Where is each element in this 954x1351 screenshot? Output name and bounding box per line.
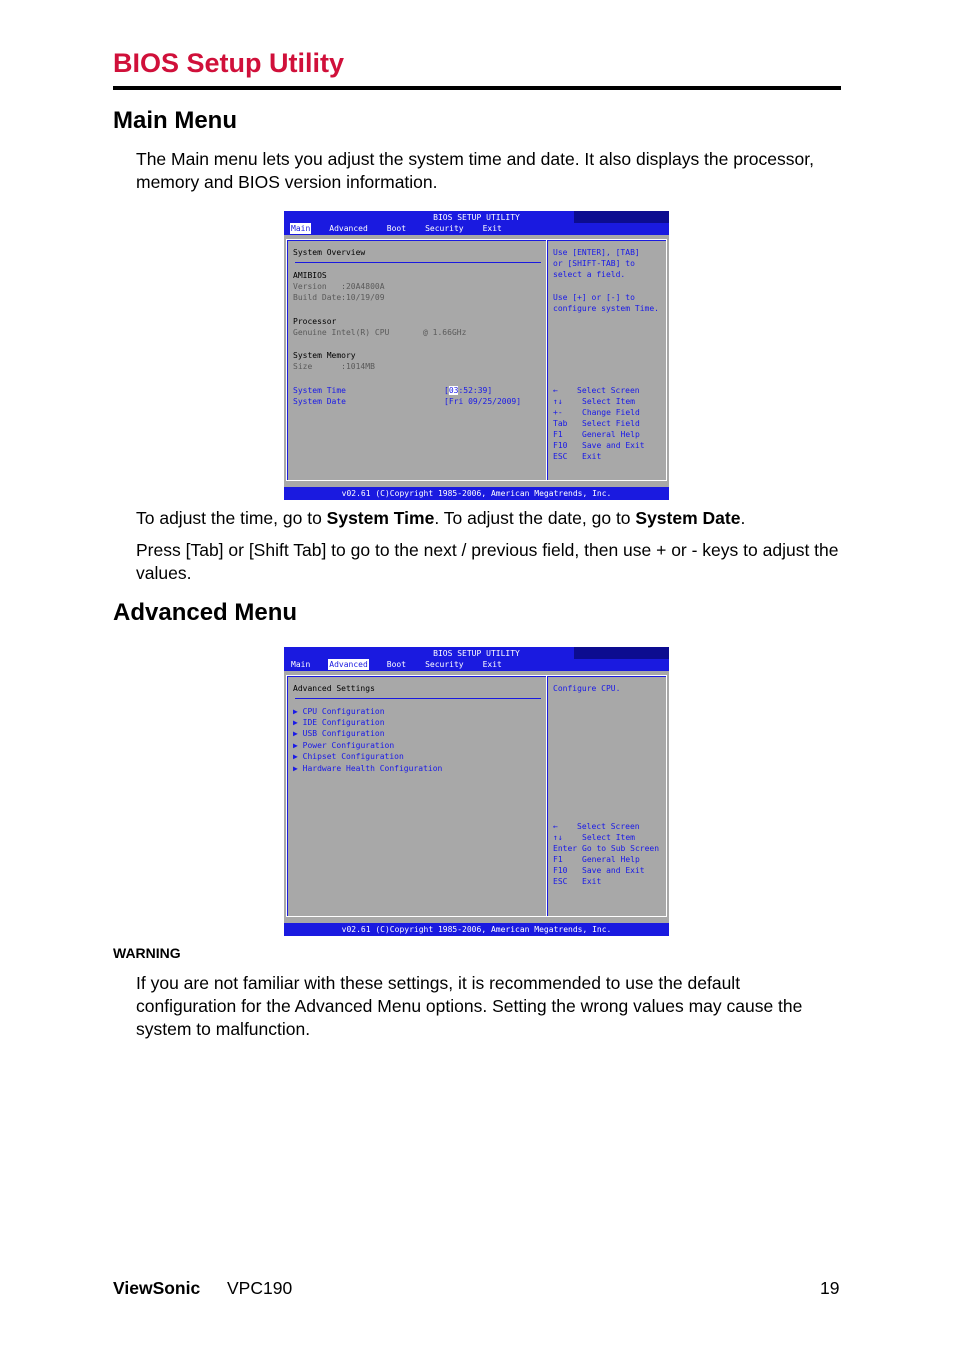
help-line: configure system Time.: [553, 304, 659, 313]
tab-instructions: Press [Tab] or [Shift Tab] to go to the next / previous field, then use + or - keys to adjust the values.: [136, 540, 839, 583]
submenu-ide-configuration[interactable]: [293, 717, 385, 728]
bios-menu-exit[interactable]: Exit: [482, 660, 502, 669]
submenu-arrow-icon: ▶: [293, 729, 298, 738]
submenu-arrow-icon: ▶: [293, 741, 298, 750]
system-time-ref: System Time: [326, 508, 435, 528]
amibios-label: AMIBIOS: [293, 271, 327, 280]
section-separator: [295, 262, 541, 263]
key-f1: F1: [553, 855, 563, 864]
submenu-power-configuration[interactable]: [293, 740, 394, 751]
submenu-hardware-health-configuration[interactable]: [293, 763, 442, 774]
bios-right-pane: [546, 675, 667, 917]
help-line: Use [ENTER], [TAB]: [553, 248, 640, 257]
submenu-cpu-configuration[interactable]: [293, 706, 385, 717]
memory-label: System Memory: [293, 351, 356, 360]
bios-statusbar: v02.61 (C)Copyright 1985-2006, American Megatrends, Inc.: [284, 487, 669, 500]
title-rule: [113, 86, 841, 90]
submenu-arrow-icon: ▶: [293, 752, 298, 761]
system-date-label[interactable]: System Date: [293, 397, 346, 406]
bios-left-pane: [286, 239, 547, 481]
key-f10-desc: Save and Exit: [582, 441, 645, 450]
key-f10: F10: [553, 866, 568, 875]
bios-menu-exit[interactable]: Exit: [482, 224, 502, 233]
bios-menu-advanced[interactable]: Advanced: [329, 660, 368, 669]
cpu-info: Genuine Intel(R) CPU @ 1.66GHz: [293, 328, 467, 337]
bios-menu-boot[interactable]: Boot: [386, 224, 407, 233]
bios-statusbar: v02.61 (C)Copyright 1985-2006, American Megatrends, Inc.: [284, 923, 669, 936]
submenu-usb-configuration[interactable]: [293, 728, 385, 739]
key-updown: ↑↓: [553, 397, 563, 406]
footer-brand: ViewSonic: [113, 1278, 201, 1298]
submenu-arrow-icon: ▶: [293, 707, 298, 716]
section-title: Advanced Settings: [293, 684, 375, 693]
key-esc-desc: Exit: [582, 877, 602, 886]
bios-menu-main[interactable]: Main: [291, 660, 311, 669]
bios-menu-security[interactable]: Security: [425, 224, 464, 233]
submenu-label: Power Configuration: [302, 741, 395, 750]
section-title: System Overview: [293, 248, 366, 257]
key-esc: ESC: [553, 452, 568, 461]
key-f1: F1: [553, 430, 563, 439]
key-f1-desc: General Help: [582, 430, 640, 439]
bios-titlebar: [284, 647, 669, 671]
bios-advanced-screenshot: [284, 647, 669, 936]
key-tab: Tab: [553, 419, 568, 428]
system-date-ref: System Date: [635, 508, 741, 528]
bios-menu: [290, 659, 520, 670]
key-f10: F10: [553, 441, 568, 450]
help-line: or [SHIFT-TAB] to: [553, 259, 635, 268]
submenu-label: CPU Configuration: [302, 707, 385, 716]
system-time-label[interactable]: System Time: [293, 386, 346, 395]
bios-menu: [290, 223, 520, 234]
submenu-label: IDE Configuration: [302, 718, 385, 727]
section-separator: [295, 698, 541, 699]
key-left-desc: Select Screen: [577, 386, 640, 395]
build-date: Build Date:10/19/09: [293, 293, 385, 302]
key-updown: ↑↓: [553, 833, 563, 842]
processor-label: Processor: [293, 317, 337, 326]
bios-version: Version :20A4800A: [293, 282, 385, 291]
submenu-label: USB Configuration: [302, 729, 385, 738]
submenu-arrow-icon: ▶: [293, 764, 298, 773]
text-run: . To adjust the date, go to: [434, 508, 636, 528]
key-updown-desc: Select Item: [582, 833, 635, 842]
key-updown-desc: Select Item: [582, 397, 635, 406]
advanced-menu-heading: Advanced Menu: [113, 599, 298, 626]
time-rest: :52:39]: [458, 386, 493, 395]
submenu-chipset-configuration[interactable]: [293, 751, 404, 762]
page-title: BIOS Setup Utility: [113, 48, 345, 78]
key-enter-desc: Go to Sub Screen: [582, 844, 660, 853]
bios-menu-advanced[interactable]: Advanced: [329, 224, 368, 233]
help-line: select a field.: [553, 270, 626, 279]
footer-model: VPC190: [227, 1278, 293, 1298]
bios-right-pane: [546, 239, 667, 481]
system-time-value[interactable]: [444, 385, 492, 396]
time-hours-field[interactable]: 03: [448, 386, 459, 395]
key-f1-desc: General Help: [582, 855, 640, 864]
system-date-value[interactable]: [Fri 09/25/2009]: [444, 397, 522, 406]
bios-left-pane: [286, 675, 547, 917]
memory-size: Size :1014MB: [293, 362, 375, 371]
warning-label: WARNING: [113, 945, 181, 961]
time-bracket: [: [444, 386, 449, 395]
main-menu-heading: Main Menu: [113, 107, 237, 134]
key-esc-desc: Exit: [582, 452, 602, 461]
text-run: .: [740, 508, 746, 528]
key-left: ←: [553, 386, 558, 395]
bios-title: BIOS SETUP UTILITY: [433, 213, 520, 222]
bios-main-screenshot: [284, 211, 669, 500]
help-line: Use [+] or [-] to: [553, 293, 635, 302]
bios-menu-boot[interactable]: Boot: [386, 660, 407, 669]
footer-page-number: 19: [820, 1278, 840, 1298]
key-left-desc: Select Screen: [577, 822, 640, 831]
bios-title: BIOS SETUP UTILITY: [433, 649, 520, 658]
submenu-label: Hardware Health Configuration: [302, 764, 443, 773]
submenu-arrow-icon: ▶: [293, 718, 298, 727]
time-date-instructions: [136, 507, 841, 530]
key-plusminus: +-: [553, 408, 563, 417]
key-f10-desc: Save and Exit: [582, 866, 645, 875]
main-menu-intro: The Main menu lets you adjust the system time and date. It also displays the processor, memory and BIOS version information.: [136, 149, 814, 192]
key-enter: Enter: [553, 844, 578, 853]
key-plusminus-desc: Change Field: [582, 408, 640, 417]
bios-titlebar: [284, 211, 669, 235]
key-left: ←: [553, 822, 558, 831]
submenu-label: Chipset Configuration: [302, 752, 404, 761]
bios-menu-main[interactable]: Main: [291, 224, 311, 233]
help-line: Configure CPU.: [553, 684, 621, 693]
text-run: To adjust the time, go to: [136, 508, 327, 528]
bios-menu-security[interactable]: Security: [425, 660, 464, 669]
key-tab-desc: Select Field: [582, 419, 640, 428]
key-esc: ESC: [553, 877, 568, 886]
warning-text: If you are not familiar with these settings, it is recommended to use the default configuration for the Advanced Menu options. Setting the wrong values may cause the system to malfunction.: [136, 973, 803, 1039]
